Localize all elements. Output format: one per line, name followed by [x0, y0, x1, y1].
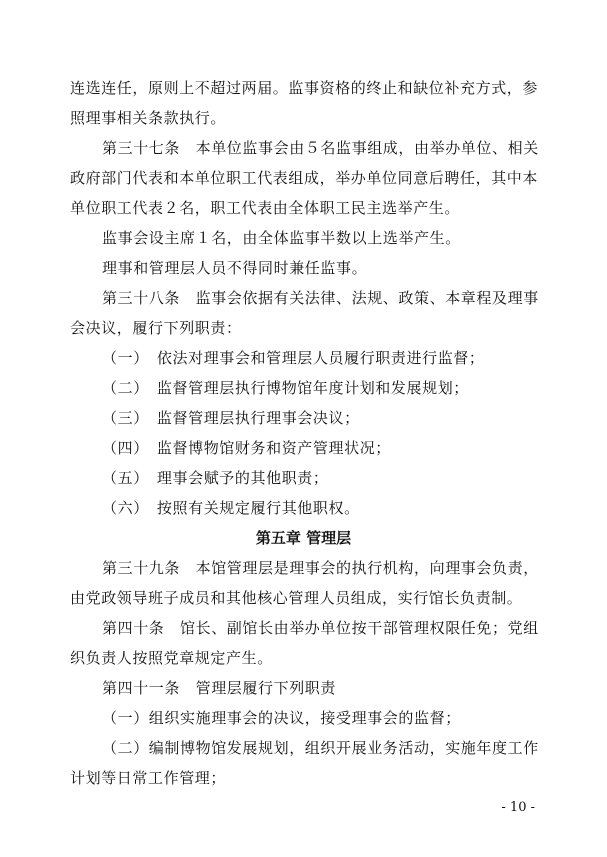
list-item: （五） 理事会赋予的其他职责；: [102, 469, 329, 487]
list-item: （六） 按照有关规定履行其他职权。: [102, 499, 360, 517]
text-line: 计划等日常工作管理；: [70, 769, 227, 787]
article-39-line: 第三十九条 本馆管理层是理事会的执行机构，向理事会负责，: [102, 559, 539, 577]
list-item: （一）组织实施理事会的决议，接受理事会的监督；: [102, 709, 461, 727]
text-line: 由党政领导班子成员和其他核心管理人员组成，实行馆长负责制。: [70, 589, 523, 607]
page-number: - 10 -: [501, 800, 535, 815]
text-line: 会决议，履行下列职责：: [70, 319, 242, 337]
text-line: 照理事相关条款执行。: [70, 109, 227, 127]
text-line: 理事和管理层人员不得同时兼任监事。: [102, 259, 368, 277]
list-item: （四） 监督博物馆财务和资产管理状况；: [102, 439, 391, 457]
text-line: 政府部门代表和本单位职工代表组成，举办单位同意后聘任，其中本: [70, 169, 539, 187]
article-38-line: 第三十八条 监事会依据有关法律、法规、政策、本章程及理事: [102, 289, 539, 307]
list-item: （二）编制博物馆发展规划，组织开展业务活动，实施年度工作: [102, 739, 539, 757]
text-line: 单位职工代表２名，职工代表由全体职工民主选举产生。: [70, 199, 461, 217]
list-item: （二） 监督管理层执行博物馆年度计划和发展规划；: [102, 379, 469, 397]
chapter-heading: 第五章 管理层: [255, 529, 352, 547]
text-line: 连选连任，原则上不超过两届。监事资格的终止和缺位补充方式，参: [70, 79, 539, 97]
article-40-line: 第四十条 馆长、副馆长由举办单位按干部管理权限任免；党组: [102, 619, 539, 637]
text-line: 监事会设主席１名，由全体监事半数以上选举产生。: [102, 229, 461, 247]
text-line: 织负责人按照党章规定产生。: [70, 649, 273, 667]
article-37-line: 第三十七条 本单位监事会由５名监事组成，由举办单位、相关: [102, 139, 539, 157]
list-item: （一） 依法对理事会和管理层人员履行职责进行监督；: [102, 349, 485, 367]
article-41-line: 第四十一条 管理层履行下列职责: [102, 679, 337, 697]
list-item: （三） 监督管理层执行理事会决议；: [102, 409, 360, 427]
